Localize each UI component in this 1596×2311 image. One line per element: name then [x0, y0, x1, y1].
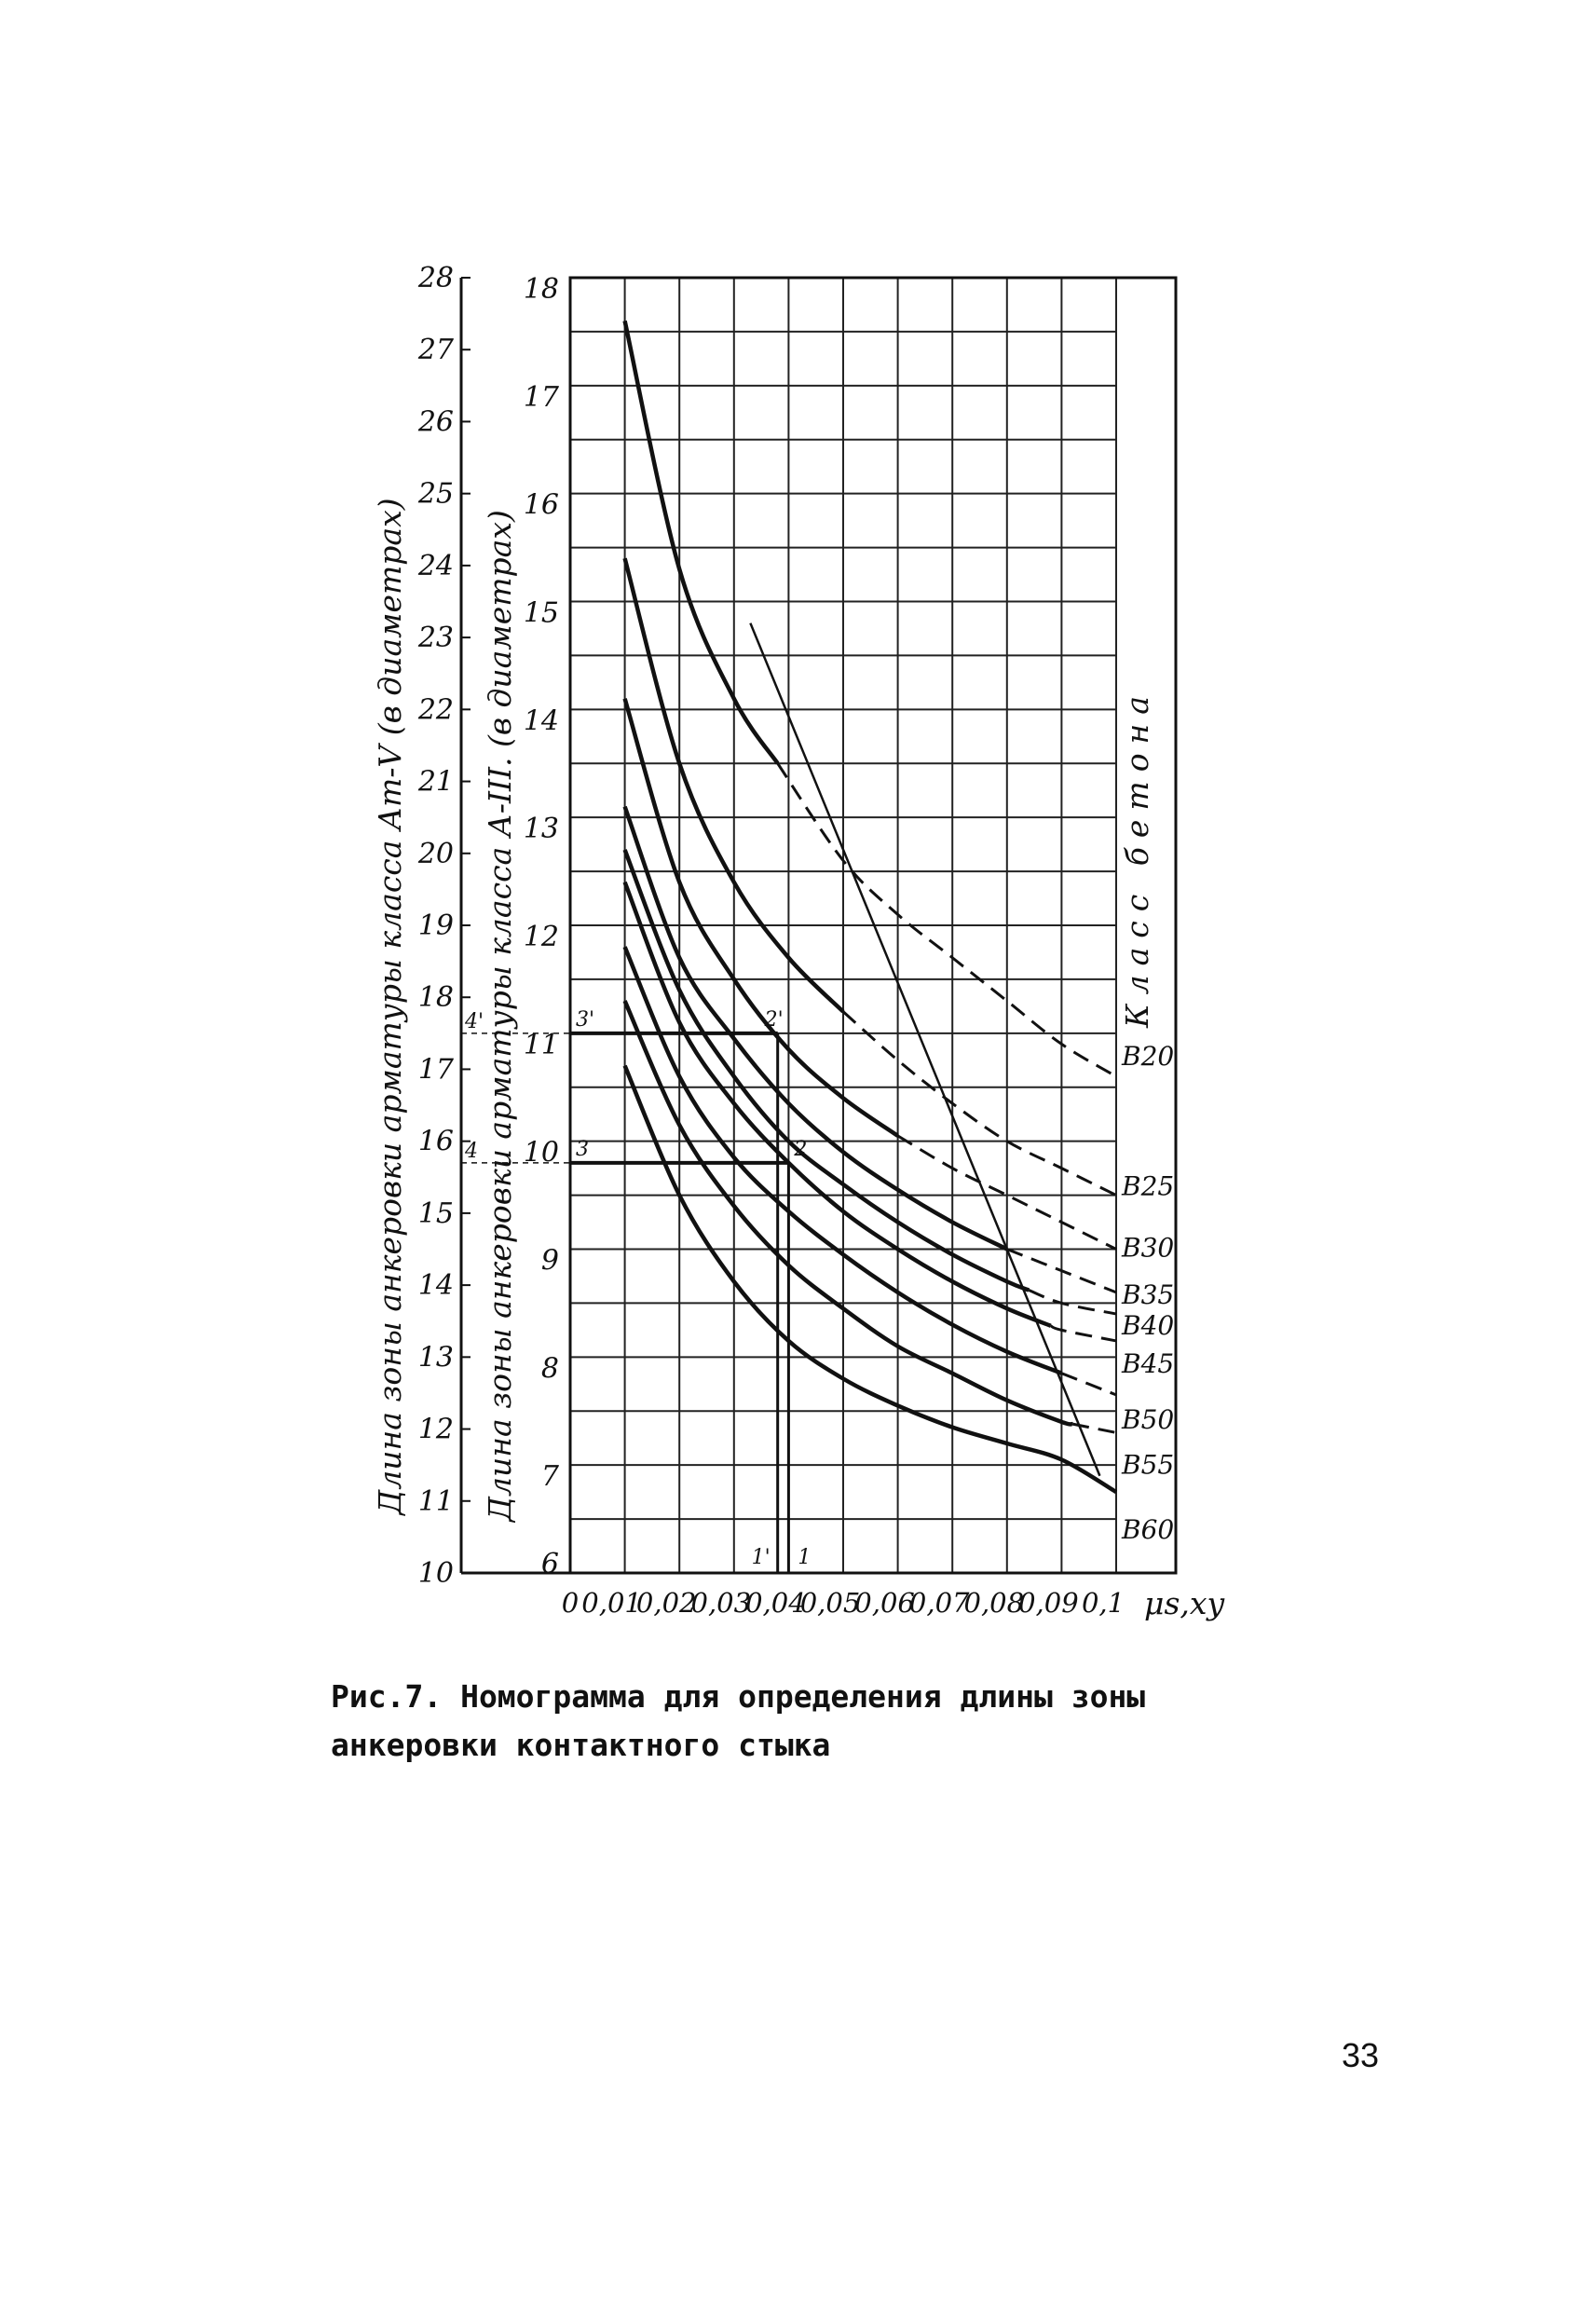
secondary-y-tick-label: 16 [417, 1125, 454, 1158]
secondary-y-tick-label: 26 [417, 405, 454, 439]
curve-label-b45: B45 [1122, 1347, 1175, 1379]
curve-b60-solid [625, 1066, 1116, 1493]
y-tick-label: 12 [523, 921, 559, 953]
curves [625, 321, 1116, 1492]
secondary-y-tick-label: 22 [417, 693, 454, 727]
curve-b20-dashed [778, 763, 1116, 1076]
auxiliary-diagonal-line [750, 623, 1099, 1476]
marker-foot-0: 1' [751, 1546, 771, 1569]
secondary-y-tick-label: 10 [417, 1557, 454, 1590]
curve-b50-dashed [1061, 1374, 1116, 1395]
secondary-y-tick-label: 19 [417, 909, 454, 942]
y-tick-label: 13 [523, 813, 559, 846]
x-tick-label: 0,03 [690, 1587, 752, 1619]
secondary-y-tick-label: 12 [417, 1413, 454, 1446]
x-tick-label: 0,06 [854, 1587, 915, 1619]
secondary-y-tick-label: 11 [417, 1484, 454, 1518]
y-tick-label: 18 [523, 273, 559, 306]
chart-text [372, 262, 1224, 1621]
y-tick-label: 11 [523, 1028, 559, 1061]
x-tick-label: 0,08 [963, 1587, 1025, 1619]
curve-label-b60: B60 [1122, 1514, 1175, 1546]
curve-label-b30: B30 [1122, 1232, 1175, 1264]
secondary-y-tick-label: 27 [417, 334, 454, 367]
x-tick-label: 0,05 [799, 1587, 861, 1619]
marker-start-1: 3 [576, 1137, 589, 1161]
x-axis-label: μs,xy [1144, 1585, 1225, 1621]
curve-b45-solid [625, 882, 1051, 1326]
curve-label-b35: B35 [1122, 1279, 1175, 1310]
secondary-y-tick-label: 20 [417, 837, 454, 870]
y-tick-label: 16 [523, 488, 559, 522]
curve-label-b40: B40 [1122, 1310, 1175, 1341]
curve-label-b55: B55 [1122, 1449, 1175, 1481]
curve-b40-solid [625, 850, 1030, 1291]
legend-title: Класс бетона [1119, 687, 1155, 1028]
page-number: 33 [1342, 2036, 1380, 2074]
secondary-y-tick-label: 21 [417, 765, 454, 799]
marker-left-0: 4' [465, 1009, 484, 1033]
x-tick-label: 0 [561, 1587, 580, 1619]
marker-point-0: 2' [764, 1007, 784, 1032]
secondary-y-axis-label: Длина зоны анкеровки арматуры класса Ат-V (в диаметрах) [372, 498, 408, 1515]
secondary-y-tick-label: 23 [417, 622, 454, 655]
x-tick-label: 0,02 [635, 1587, 697, 1619]
x-tick-label: 0,1 [1081, 1587, 1125, 1619]
x-tick-label: 0,09 [1018, 1587, 1079, 1619]
secondary-y-tick-label: 28 [417, 262, 454, 294]
secondary-y-tick-label: 18 [417, 981, 454, 1015]
y-tick-label: 6 [540, 1548, 559, 1580]
curve-b25-dashed [843, 1012, 1116, 1196]
y-tick-label: 10 [523, 1136, 559, 1169]
curve-b45-dashed [1051, 1326, 1116, 1341]
figure-caption: Рис.7. Номограмма для определения длины зоны анкеровки контактного стыка [331, 1678, 1146, 1763]
marker-foot-1: 1 [798, 1546, 812, 1569]
secondary-y-tick-label: 15 [417, 1197, 454, 1230]
secondary-y-tick-label: 24 [417, 549, 454, 582]
curve-label-b25: B25 [1122, 1170, 1175, 1202]
x-tick-label: 0,01 [581, 1587, 642, 1619]
secondary-y-tick-label: 25 [417, 477, 454, 511]
y-tick-label: 7 [540, 1460, 559, 1494]
primary-y-axis-label: Длина зоны анкеровки арматуры класса А-III. (в диаметрах) [482, 510, 518, 1522]
marker-start-0: 3' [576, 1007, 595, 1032]
x-tick-label: 0,04 [745, 1587, 806, 1619]
x-tick-label: 0,07 [908, 1587, 970, 1619]
curve-label-b20: B20 [1122, 1041, 1175, 1073]
y-tick-label: 14 [523, 704, 559, 738]
y-tick-label: 17 [523, 380, 559, 414]
secondary-y-tick-label: 13 [417, 1341, 454, 1374]
secondary-y-tick-label: 17 [417, 1053, 454, 1087]
marker-left-1: 4 [465, 1139, 478, 1163]
curve-b20-solid [625, 321, 778, 763]
marker-point-1: 2 [794, 1137, 808, 1161]
curve-b40-dashed [1029, 1291, 1116, 1314]
y-tick-label: 8 [540, 1352, 559, 1386]
curve-b55-solid [625, 1001, 1073, 1424]
secondary-y-tick-label: 14 [417, 1269, 454, 1303]
curve-label-b50: B50 [1122, 1403, 1175, 1435]
y-tick-label: 15 [523, 596, 559, 630]
y-tick-label: 9 [540, 1244, 559, 1278]
